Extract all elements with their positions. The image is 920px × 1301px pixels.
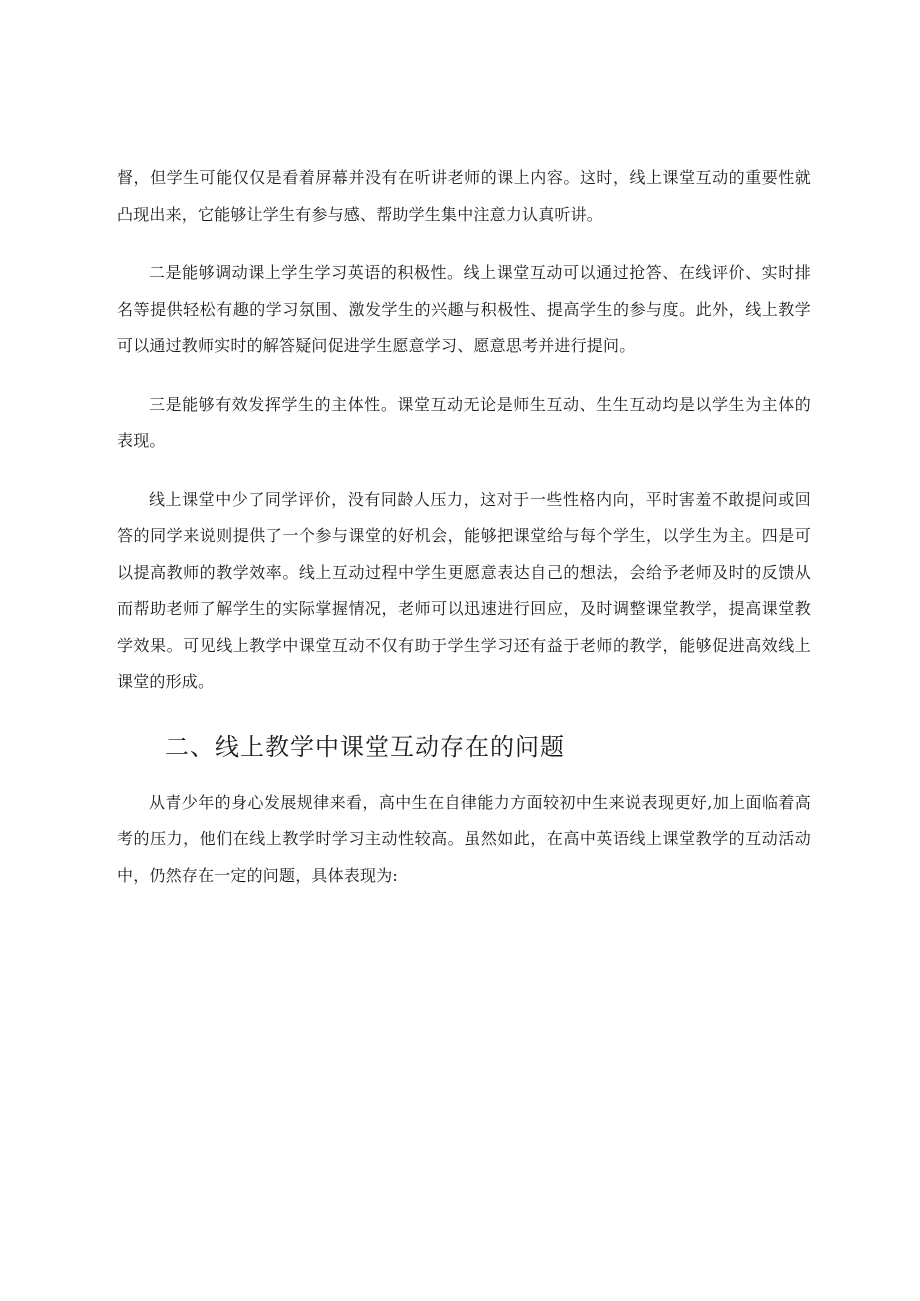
paragraph-point-four: 线上课堂中少了同学评价，没有同龄人压力，这对于一些性格内向，平时害羞不敢提问或回答的同学来说则提供了一个参与课堂的好机会，能够把课堂给与每个学生，以学生为主。四是可以提高教师的教学效率。线上互动过程中学生更愿意表达自己的想法，会给予老师及时的反馈从而帮助老师了解学生的实际掌握情况，老师可以迅速进行回应，及时调整课堂教学，提高课堂教学效果。可见线上教学中课堂互动不仅有助于学生学习还有益于老师的教学，能够促进高效线上课堂的形成。 [117, 489, 811, 691]
heading-gap [117, 701, 811, 727]
paragraph-gap [117, 365, 811, 387]
paragraph-point-three: 三是能够有效发挥学生的主体性。课堂互动无论是师生互动、生生互动均是以学生为主体的表现。 [117, 394, 811, 450]
document-body [117, 160, 811, 894]
paragraph-gap [117, 460, 811, 482]
paragraph-gap [117, 233, 811, 255]
paragraph-point-two: 二是能够调动课上学生学习英语的积极性。线上课堂互动可以通过抢答、在线评价、实时排名等提供轻松有趣的学习氛围、激发学生的兴趣与积极性、提高学生的参与度。此外，线上教学可以通过教师实时的解答疑问促进学生愿意学习、愿意思考并进行提问。 [117, 263, 811, 355]
section-paragraph: 从青少年的身心发展规律来看，高中生在自律能力方面较初中生来说表现更好,加上面临着高考的压力，他们在线上教学时学习主动性较高。虽然如此，在高中英语线上课堂教学的互动活动中，仍然存在一定的问题，具体表现为: [117, 792, 811, 885]
paragraph-continuation: 督，但学生可能仅仅是看着屏幕并没有在听讲老师的课上内容。这时，线上课堂互动的重要性就凸现出来，它能够让学生有参与感、帮助学生集中注意力认真听讲。 [117, 168, 811, 224]
section-heading: 二、线上教学中课堂互动存在的问题 [165, 732, 565, 761]
heading-gap [117, 767, 811, 785]
